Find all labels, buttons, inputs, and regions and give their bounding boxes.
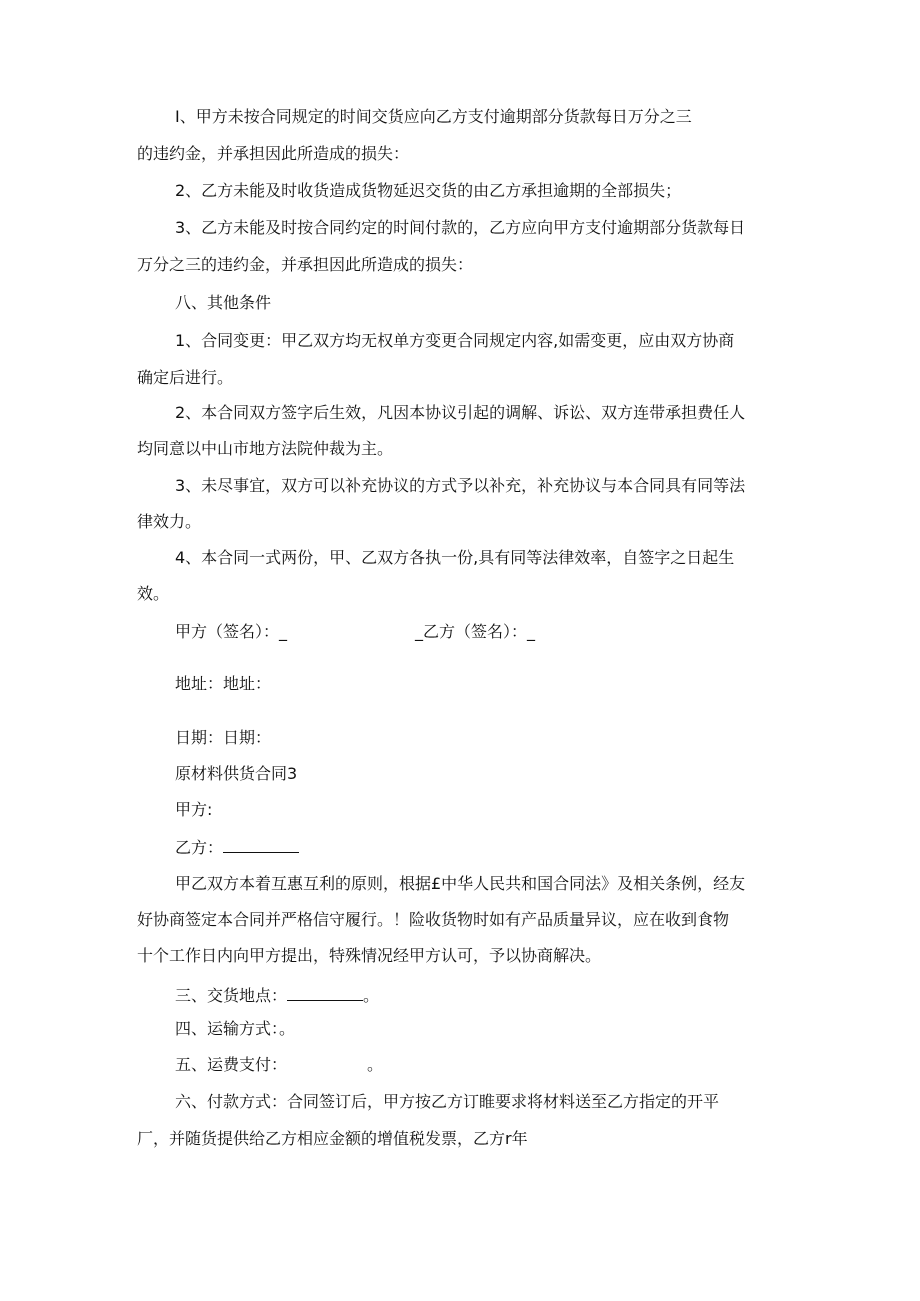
address-line: 地址：地址： <box>175 674 272 693</box>
party-a-signature: 甲方（签名）：_ <box>175 622 288 641</box>
paragraph-line: 的违约金，并承担因此所造成的损失： <box>137 144 410 163</box>
date-line: 日期：日期： <box>175 728 272 747</box>
paragraph-line: 4、本合同一式两份，甲、乙双方各执一份,具有同等法律效率，自签字之日起生 <box>175 548 735 567</box>
delivery-location <box>175 986 379 1004</box>
paragraph-line: I、甲方未按合同规定的时间交货应向乙方支付逾期部分货款每日万分之三 <box>175 107 692 126</box>
paragraph-line: 2、本合同双方签字后生效，凡因本协议引起的调解、诉讼、双方连带承担费任人 <box>175 403 746 422</box>
paragraph-line: 3、未尽事宜，双方可以补充协议的方式予以补充，补充协议与本合同具有同等法 <box>175 476 746 495</box>
paragraph-line: 律效力。 <box>137 512 202 531</box>
party-b-text: 乙方： <box>175 838 224 857</box>
paragraph-line: 厂，并随货提供给乙方相应金额的增值税发票，乙方r年 <box>137 1129 528 1148</box>
paragraph-line: 1、合同变更：甲乙双方均无权单方变更合同规定内容,如需变更，应由双方协商 <box>175 331 735 350</box>
paragraph-line: 效。 <box>137 584 170 603</box>
delivery-location-label: 三、交货地点： <box>175 986 288 1005</box>
paragraph-line: 均同意以中山市地方法院仲裁为主。 <box>137 439 394 458</box>
paragraph-line: 十个工作日内向甲方提出，特殊情况经甲方认可，予以协商解决。 <box>137 946 602 965</box>
paragraph-line: 六、付款方式：合同签订后，甲方按乙方订睢要求将材料送至乙方指定的开平 <box>175 1092 720 1111</box>
paragraph-line: 万分之三的违约金，并承担因此所造成的损失： <box>137 255 474 274</box>
freight-payment <box>175 1057 383 1073</box>
paragraph-line: 确定后进行。 <box>137 368 234 387</box>
party-a-label: 甲方: <box>175 800 213 819</box>
freight-payment-label: 五、运费支付： <box>175 1055 288 1074</box>
blank-underline <box>287 986 363 1001</box>
paragraph-line: 2、乙方未能及时收货造成货物延迟交货的由乙方承担逾期的全部损失； <box>175 181 682 200</box>
paragraph-line: 甲乙双方本着互惠互利的原则，根据£中华人民共和国合同法》及相关条例，经友 <box>175 874 746 893</box>
contract-title: 原材料供货合同3 <box>175 764 298 783</box>
paragraph-line: 好协商签定本合同并严格信守履行。！险收货物时如有产品质量异议，应在收到食物 <box>137 910 730 929</box>
party-b-label <box>175 838 299 856</box>
blank-underline <box>223 838 299 853</box>
transport-method: 四、运输方式：。 <box>175 1019 296 1038</box>
period: 。 <box>363 986 380 1005</box>
party-b-signature: _乙方（签名）：_ <box>415 622 536 641</box>
section-heading: 八、其他条件 <box>175 293 272 312</box>
period: 。 <box>367 1055 384 1074</box>
paragraph-line: 3、乙方未能及时按合同约定的时间付款的，乙方应向甲方支付逾期部分货款每日 <box>175 218 746 237</box>
